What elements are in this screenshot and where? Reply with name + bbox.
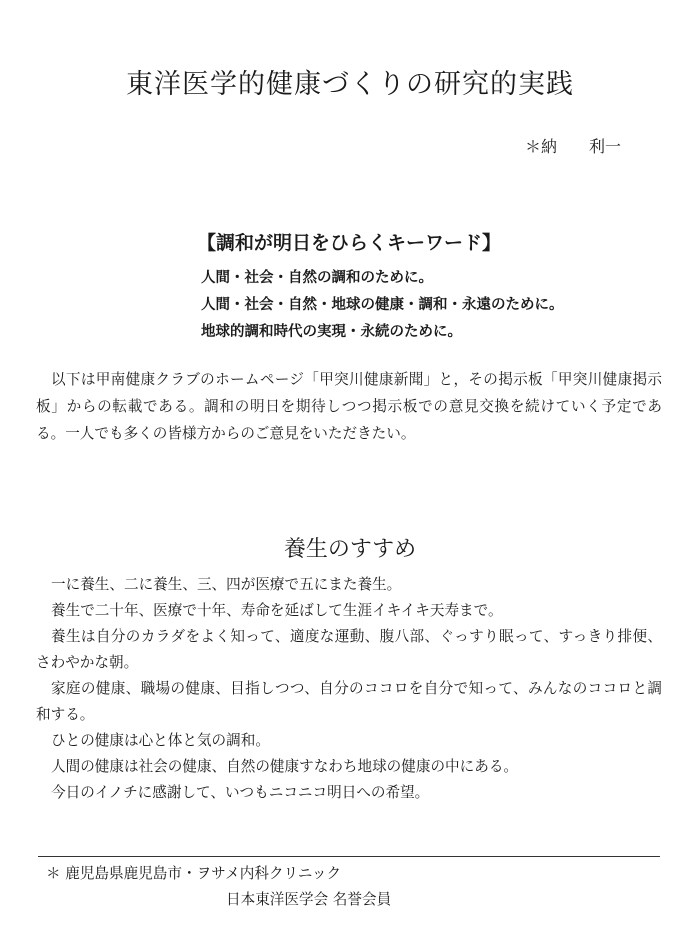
section-body: [36, 572, 662, 806]
keyword-item: 人間・社会・自然・地球の健康・調和・永遠のために。: [201, 296, 564, 313]
section-paragraph: 養生で二十年、医療で十年、寿命を延ばして生涯イキイキ天寿まで。: [51, 602, 503, 619]
section-title: 養生のすすめ: [283, 537, 417, 562]
keywords-heading: 【調和が明日をひらくキーワード】: [197, 232, 502, 254]
section-paragraph: 人間の健康は社会の健康、自然の健康すなわち地球の健康の中にある。: [51, 758, 519, 775]
section-paragraph: 養生は自分のカラダをよく知って、適度な運動、腹八部、ぐっすり眠って、すっきり排便、さわやかな朝。: [36, 628, 662, 671]
intro-paragraph: 以下は甲南健康クラブのホームページ「甲突川健康新聞」と，その掲示板「甲突川健康掲示板」からの転載である。調和の明日を期待しつつ掲示板での意見交換を続けていく予定である。一人でも多くの皆様方からのご意見をいただきたい。: [36, 371, 662, 442]
section-paragraph: 今日のイノチに感謝して、いつもニコニコ明日への希望。: [51, 784, 430, 801]
keywords-list: [201, 264, 564, 345]
article-title: 東洋医学的健康づくりの研究的実践: [126, 69, 574, 100]
keyword-item: 人間・社会・自然の調和のために。: [201, 269, 433, 286]
footnote-affiliation: ＊ 鹿児島県鹿児島市・ヲサメ内科クリニック: [46, 865, 342, 882]
author-name: ＊納 利一: [525, 137, 622, 156]
section-paragraph: 一に養生、二に養生、三、四が医療で五にまた養生。: [51, 576, 402, 593]
footnote-divider: [38, 856, 660, 857]
footnote-membership: 日本東洋医学会 名誉会員: [226, 891, 392, 908]
section-paragraph: 家庭の健康、職場の健康、目指しつつ、自分のココロを自分で知って、みんなのココロと調和する。: [36, 680, 662, 723]
keyword-item: 地球的調和時代の実現・永続のために。: [201, 323, 462, 340]
section-paragraph: ひとの健康は心と体と気の調和。: [51, 732, 270, 749]
